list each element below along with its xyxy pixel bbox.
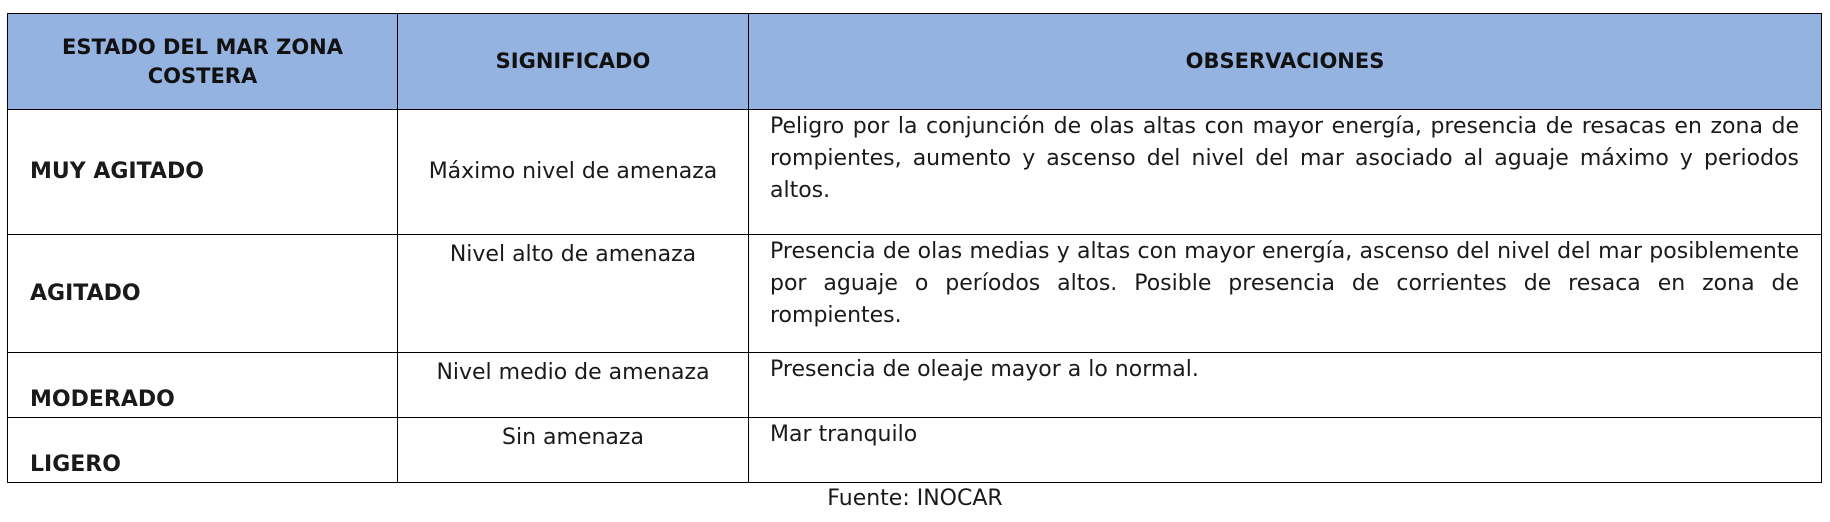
meaning-cell: Sin amenaza	[398, 418, 749, 483]
observation-cell: Peligro por la conjunción de olas altas con mayor energía, presencia de resacas en zona de rompientes, aumento y ascenso del nivel del mar asociado al aguaje máximo y periodos altos.	[749, 110, 1822, 235]
sea-state-table	[7, 13, 1822, 483]
table-row	[8, 110, 1822, 235]
table-header	[8, 14, 1822, 110]
meaning-cell: Nivel medio de amenaza	[398, 353, 749, 418]
table-row	[8, 353, 1822, 418]
table-row	[8, 418, 1822, 483]
meaning-cell: Máximo nivel de amenaza	[398, 110, 749, 235]
meaning-cell: Nivel alto de amenaza	[398, 235, 749, 353]
sea-state-cell: LIGERO	[8, 418, 398, 483]
source-caption: Fuente: INOCAR	[827, 486, 1003, 511]
table-body	[8, 110, 1822, 483]
observation-cell: Mar tranquilo	[749, 418, 1822, 483]
header-sea-state: ESTADO DEL MAR ZONA COSTERA	[8, 14, 398, 110]
header-observations: OBSERVACIONES	[749, 14, 1822, 110]
sea-state-cell: MODERADO	[8, 353, 398, 418]
header-row	[8, 14, 1822, 110]
observation-cell: Presencia de olas medias y altas con mayor energía, ascenso del nivel del mar posiblemente por aguaje o períodos altos. Posible presencia de corrientes de resaca en zona de rompientes.	[749, 235, 1822, 353]
observation-cell: Presencia de oleaje mayor a lo normal.	[749, 353, 1822, 418]
header-meaning: SIGNIFICADO	[398, 14, 749, 110]
sea-state-cell: AGITADO	[8, 235, 398, 353]
table-row	[8, 235, 1822, 353]
sea-state-cell: MUY AGITADO	[8, 110, 398, 235]
